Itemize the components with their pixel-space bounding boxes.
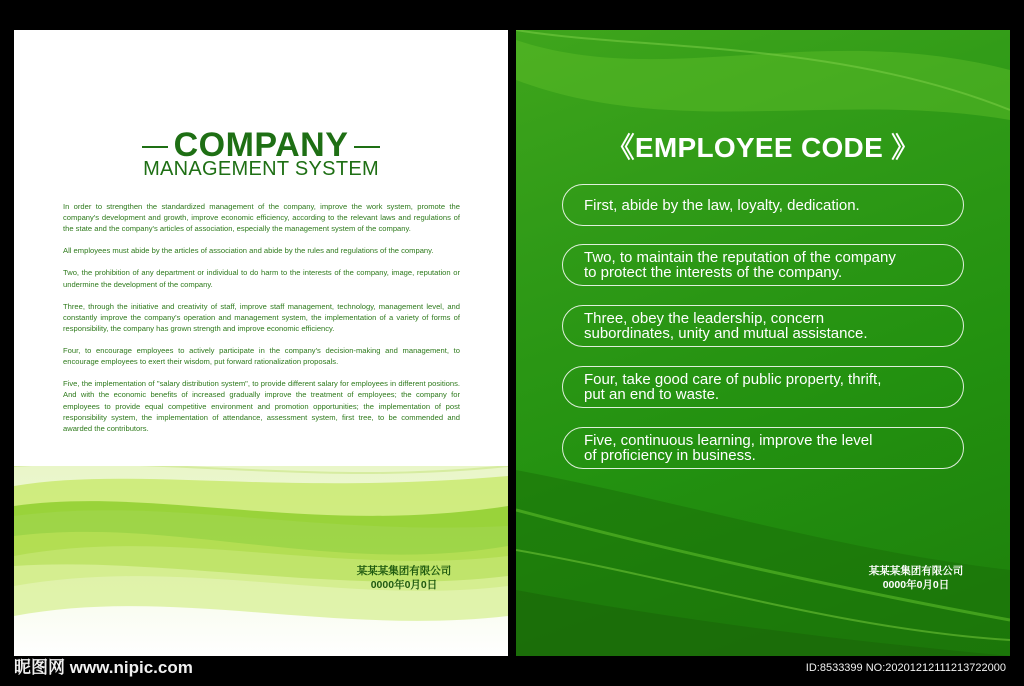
code-item-3 — [562, 305, 964, 347]
image-id-watermark: ID:8533399 NO:20201212111213722000 — [805, 662, 1006, 674]
left-footer — [334, 564, 474, 592]
code-item-line: First, abide by the law, loyalty, dedication. — [584, 196, 860, 214]
paragraph: Three, through the initiative and creativity of staff, improve staff management, technology, management level, and constantly improve the company's operation and management system, the implementation of a variety of forms of responsibility, the company has grown strength and improve economic efficiency. — [63, 301, 460, 334]
footer-date: 0000年0月0日 — [882, 579, 950, 591]
paragraph: Four, to encourage employees to actively participate in the company's decision-making and management, to encourage employees to exert their wisdom, put forward rationalization proposals. — [63, 346, 460, 367]
employee-code-title: 《EMPLOYEE CODE 》 — [606, 132, 920, 163]
footer-date: 0000年0月0日 — [370, 579, 438, 591]
right-page — [516, 30, 1010, 656]
code-item-5 — [562, 427, 964, 469]
nipic-watermark-logo: 昵图网 www.nipic.com — [14, 658, 193, 677]
left-green-waves-decoration — [14, 466, 508, 656]
code-item-line: Four, take good care of public property, thrift, — [584, 371, 882, 388]
company-title-text: COMPANY — [173, 126, 349, 164]
code-item-line: Two, to maintain the reputation of the company — [584, 249, 896, 266]
paragraph: In order to strengthen the standardized management of the company, improve the work system, promote the company's development and growth, improve economic efficiency, according to the relevant laws and regulations of the state and the company's articles of association, especially the management system of the company. — [63, 202, 460, 234]
title-dash-right — [354, 146, 380, 148]
right-footer — [846, 564, 986, 592]
footer-company-name: 某某某集团有限公司 — [868, 565, 964, 577]
code-item-4 — [562, 366, 964, 408]
code-item-2 — [562, 244, 964, 286]
code-item-line: put an end to waste. — [584, 386, 720, 403]
paragraph: Two, the prohibition of any department or individual to do harm to the interests of the company, image, reputation or undermine the development of the company. — [63, 268, 460, 289]
paragraph: All employees must abide by the articles of association and abide by the rules and regulations of the company. — [63, 246, 434, 256]
management-system-text — [63, 201, 460, 445]
management-system-subtitle: MANAGEMENT SYSTEM — [143, 158, 379, 180]
code-item-line: of proficiency in business. — [584, 447, 756, 464]
paragraph: Five, the implementation of "salary distribution system", to provide different salary for employees in different positions. And with the economic benefits of increased gradually improve the treatment of employees; the company for employees to provide equal competitive environment and promotion opportunities; the implementation of post responsibility system, the implementation of attendance, assessment system, first tree, to be commended and awarded the contributors. — [63, 379, 460, 434]
code-item-line: Five, continuous learning, improve the level — [584, 432, 873, 449]
code-item-line: Three, obey the leadership, concern — [584, 310, 825, 327]
code-item-line: subordinates, unity and mutual assistance. — [584, 325, 868, 342]
left-page — [14, 30, 508, 656]
code-item-line: to protect the interests of the company. — [584, 264, 843, 281]
title-dash-left — [142, 146, 168, 148]
code-item-1 — [562, 184, 964, 226]
footer-company-name: 某某某集团有限公司 — [356, 565, 452, 577]
